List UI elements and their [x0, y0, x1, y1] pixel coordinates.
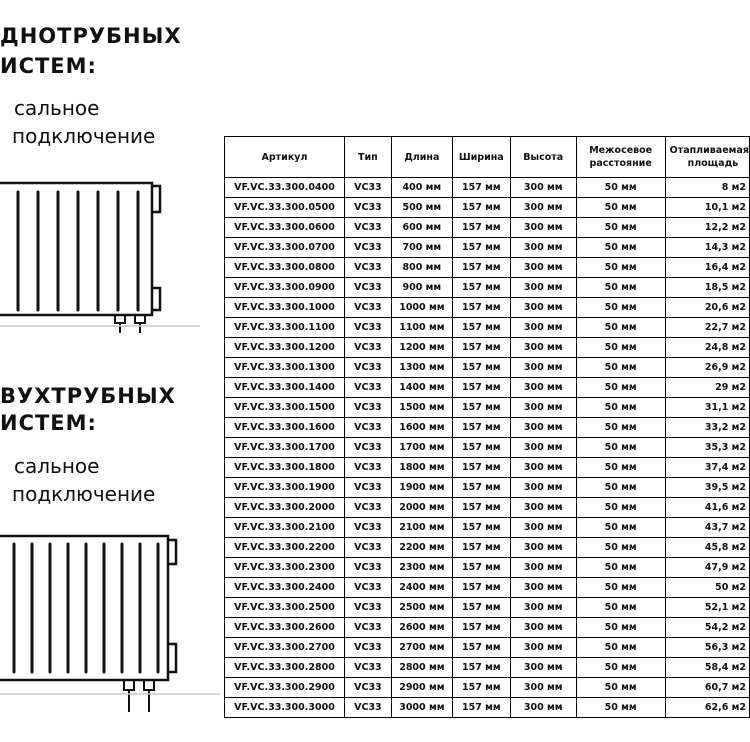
cell-area: 47,9 м2 — [665, 558, 749, 578]
cell-height: 300 мм — [510, 398, 576, 418]
cell-distance: 50 мм — [576, 438, 665, 458]
cell-height: 300 мм — [510, 178, 576, 198]
cell-area: 37,4 м2 — [665, 458, 749, 478]
cell-area: 26,9 м2 — [665, 358, 749, 378]
cell-type: VC33 — [344, 598, 391, 618]
cell-length: 1800 мм — [391, 458, 452, 478]
header-area-line1: Отапливаемая — [669, 145, 749, 156]
cell-width: 157 мм — [452, 598, 510, 618]
table-row — [225, 398, 750, 418]
cell-article: VF.VC.33.300.2400 — [225, 578, 345, 598]
cell-type: VC33 — [344, 178, 391, 198]
table-row — [225, 278, 750, 298]
cell-article: VF.VC.33.300.1700 — [225, 438, 345, 458]
cell-type: VC33 — [344, 478, 391, 498]
cell-width: 157 мм — [452, 518, 510, 538]
table-row — [225, 618, 750, 638]
cell-width: 157 мм — [452, 698, 510, 718]
cell-width: 157 мм — [452, 178, 510, 198]
cell-article: VF.VC.33.300.0600 — [225, 218, 345, 238]
cell-height: 300 мм — [510, 518, 576, 538]
cell-height: 300 мм — [510, 618, 576, 638]
table-row — [225, 678, 750, 698]
cell-length: 2700 мм — [391, 638, 452, 658]
table-row — [225, 238, 750, 258]
cell-article: VF.VC.33.300.1100 — [225, 318, 345, 338]
cell-width: 157 мм — [452, 538, 510, 558]
cell-width: 157 мм — [452, 578, 510, 598]
cell-width: 157 мм — [452, 218, 510, 238]
cell-width: 157 мм — [452, 318, 510, 338]
cell-area: 31,1 м2 — [665, 398, 749, 418]
cell-length: 2800 мм — [391, 658, 452, 678]
cell-length: 1600 мм — [391, 418, 452, 438]
cell-distance: 50 мм — [576, 658, 665, 678]
cell-article: VF.VC.33.300.2000 — [225, 498, 345, 518]
cell-width: 157 мм — [452, 618, 510, 638]
cell-article: VF.VC.33.300.1900 — [225, 478, 345, 498]
cell-distance: 50 мм — [576, 238, 665, 258]
cell-type: VC33 — [344, 518, 391, 538]
cell-distance: 50 мм — [576, 198, 665, 218]
cell-length: 2300 мм — [391, 558, 452, 578]
cell-type: VC33 — [344, 578, 391, 598]
cell-height: 300 мм — [510, 478, 576, 498]
table-row — [225, 298, 750, 318]
cell-type: VC33 — [344, 238, 391, 258]
cell-type: VC33 — [344, 318, 391, 338]
header-area-line2: площадь — [687, 158, 739, 169]
cell-type: VC33 — [344, 678, 391, 698]
cell-area: 8 м2 — [665, 178, 749, 198]
cell-length: 1700 мм — [391, 438, 452, 458]
cell-distance: 50 мм — [576, 278, 665, 298]
cell-area: 54,2 м2 — [665, 618, 749, 638]
cell-length: 400 мм — [391, 178, 452, 198]
cell-type: VC33 — [344, 418, 391, 438]
cell-width: 157 мм — [452, 358, 510, 378]
table-row — [225, 178, 750, 198]
cell-area: 39,5 м2 — [665, 478, 749, 498]
cell-article: VF.VC.33.300.1200 — [225, 338, 345, 358]
cell-area: 45,8 м2 — [665, 538, 749, 558]
section-two-subtitle-line2: подключение — [12, 482, 156, 506]
cell-type: VC33 — [344, 658, 391, 678]
cell-width: 157 мм — [452, 258, 510, 278]
cell-height: 300 мм — [510, 438, 576, 458]
cell-height: 300 мм — [510, 278, 576, 298]
header-width: Ширина — [452, 137, 510, 178]
cell-area: 60,7 м2 — [665, 678, 749, 698]
cell-type: VC33 — [344, 338, 391, 358]
cell-height: 300 мм — [510, 378, 576, 398]
cell-distance: 50 мм — [576, 558, 665, 578]
cell-area: 22,7 м2 — [665, 318, 749, 338]
radiator-spec-table — [224, 136, 750, 718]
cell-distance: 50 мм — [576, 598, 665, 618]
section-one-title-line1: ДНОТРУБНЫХ — [0, 24, 182, 48]
cell-area: 14,3 м2 — [665, 238, 749, 258]
section-two-subtitle-line1: сальное — [14, 454, 100, 478]
cell-height: 300 мм — [510, 558, 576, 578]
cell-width: 157 мм — [452, 198, 510, 218]
cell-article: VF.VC.33.300.0900 — [225, 278, 345, 298]
cell-width: 157 мм — [452, 238, 510, 258]
table-row — [225, 498, 750, 518]
cell-distance: 50 мм — [576, 298, 665, 318]
cell-length: 2200 мм — [391, 538, 452, 558]
cell-article: VF.VC.33.300.2500 — [225, 598, 345, 618]
table-row — [225, 478, 750, 498]
cell-width: 157 мм — [452, 398, 510, 418]
cell-distance: 50 мм — [576, 318, 665, 338]
cell-width: 157 мм — [452, 498, 510, 518]
cell-length: 2900 мм — [391, 678, 452, 698]
cell-type: VC33 — [344, 618, 391, 638]
cell-article: VF.VC.33.300.1500 — [225, 398, 345, 418]
cell-width: 157 мм — [452, 298, 510, 318]
cell-article: VF.VC.33.300.2600 — [225, 618, 345, 638]
cell-distance: 50 мм — [576, 578, 665, 598]
cell-height: 300 мм — [510, 238, 576, 258]
table-row — [225, 538, 750, 558]
section-two-title-line2: ИСТЕМ: — [0, 411, 97, 435]
cell-article: VF.VC.33.300.2900 — [225, 678, 345, 698]
table-row — [225, 438, 750, 458]
table-row — [225, 418, 750, 438]
table-row — [225, 518, 750, 538]
cell-article: VF.VC.33.300.0700 — [225, 238, 345, 258]
header-type: Тип — [344, 137, 391, 178]
cell-area: 20,6 м2 — [665, 298, 749, 318]
cell-type: VC33 — [344, 378, 391, 398]
cell-width: 157 мм — [452, 558, 510, 578]
table-row — [225, 698, 750, 718]
cell-height: 300 мм — [510, 298, 576, 318]
cell-area: 18,5 м2 — [665, 278, 749, 298]
cell-area: 50 м2 — [665, 578, 749, 598]
cell-height: 300 мм — [510, 418, 576, 438]
section-one-subtitle-line1: сальное — [14, 96, 100, 120]
header-distance-line1: Межосевое — [589, 145, 653, 156]
table-row — [225, 638, 750, 658]
cell-length: 2100 мм — [391, 518, 452, 538]
radiator-two-pipe-diagram — [0, 522, 220, 732]
cell-area: 52,1 м2 — [665, 598, 749, 618]
cell-length: 1100 мм — [391, 318, 452, 338]
cell-height: 300 мм — [510, 538, 576, 558]
table-row — [225, 318, 750, 338]
cell-height: 300 мм — [510, 638, 576, 658]
cell-area: 10,1 м2 — [665, 198, 749, 218]
cell-area: 12,2 м2 — [665, 218, 749, 238]
cell-area: 33,2 м2 — [665, 418, 749, 438]
cell-area: 29 м2 — [665, 378, 749, 398]
cell-area: 43,7 м2 — [665, 518, 749, 538]
cell-distance: 50 мм — [576, 398, 665, 418]
cell-type: VC33 — [344, 298, 391, 318]
cell-type: VC33 — [344, 198, 391, 218]
cell-height: 300 мм — [510, 318, 576, 338]
cell-width: 157 мм — [452, 678, 510, 698]
cell-distance: 50 мм — [576, 518, 665, 538]
cell-type: VC33 — [344, 358, 391, 378]
cell-length: 1500 мм — [391, 398, 452, 418]
cell-width: 157 мм — [452, 418, 510, 438]
cell-length: 1900 мм — [391, 478, 452, 498]
cell-distance: 50 мм — [576, 458, 665, 478]
cell-area: 24,8 м2 — [665, 338, 749, 358]
cell-length: 1200 мм — [391, 338, 452, 358]
cell-width: 157 мм — [452, 438, 510, 458]
cell-width: 157 мм — [452, 478, 510, 498]
cell-distance: 50 мм — [576, 418, 665, 438]
header-height: Высота — [510, 137, 576, 178]
cell-length: 1000 мм — [391, 298, 452, 318]
table-row — [225, 598, 750, 618]
cell-article: VF.VC.33.300.1000 — [225, 298, 345, 318]
table-row — [225, 578, 750, 598]
cell-article: VF.VC.33.300.1300 — [225, 358, 345, 378]
cell-article: VF.VC.33.300.1600 — [225, 418, 345, 438]
cell-length: 900 мм — [391, 278, 452, 298]
cell-length: 3000 мм — [391, 698, 452, 718]
cell-type: VC33 — [344, 278, 391, 298]
table-row — [225, 338, 750, 358]
table-row — [225, 218, 750, 238]
cell-type: VC33 — [344, 258, 391, 278]
cell-width: 157 мм — [452, 658, 510, 678]
cell-length: 2000 мм — [391, 498, 452, 518]
cell-length: 1300 мм — [391, 358, 452, 378]
radiator-one-pipe-diagram — [0, 170, 200, 340]
table-row — [225, 358, 750, 378]
cell-article: VF.VC.33.300.2300 — [225, 558, 345, 578]
cell-article: VF.VC.33.300.2100 — [225, 518, 345, 538]
cell-distance: 50 мм — [576, 478, 665, 498]
cell-length: 1400 мм — [391, 378, 452, 398]
cell-distance: 50 мм — [576, 258, 665, 278]
cell-type: VC33 — [344, 558, 391, 578]
cell-height: 300 мм — [510, 198, 576, 218]
cell-article: VF.VC.33.300.1400 — [225, 378, 345, 398]
cell-article: VF.VC.33.300.0400 — [225, 178, 345, 198]
cell-width: 157 мм — [452, 638, 510, 658]
table-body — [225, 178, 750, 718]
cell-article: VF.VC.33.300.0800 — [225, 258, 345, 278]
cell-length: 2400 мм — [391, 578, 452, 598]
cell-height: 300 мм — [510, 658, 576, 678]
cell-distance: 50 мм — [576, 678, 665, 698]
cell-area: 41,6 м2 — [665, 498, 749, 518]
cell-length: 700 мм — [391, 238, 452, 258]
cell-article: VF.VC.33.300.2800 — [225, 658, 345, 678]
cell-article: VF.VC.33.300.3000 — [225, 698, 345, 718]
cell-type: VC33 — [344, 458, 391, 478]
header-area — [665, 137, 749, 178]
cell-area: 62,6 м2 — [665, 698, 749, 718]
cell-type: VC33 — [344, 538, 391, 558]
section-one-subtitle-line2: подключение — [12, 124, 156, 148]
header-length: Длина — [391, 137, 452, 178]
cell-width: 157 мм — [452, 378, 510, 398]
cell-area: 58,4 м2 — [665, 658, 749, 678]
cell-distance: 50 мм — [576, 538, 665, 558]
header-distance — [576, 137, 665, 178]
cell-type: VC33 — [344, 638, 391, 658]
cell-length: 600 мм — [391, 218, 452, 238]
section-one-title-line2: ИСТЕМ: — [0, 54, 97, 78]
table-row — [225, 658, 750, 678]
cell-width: 157 мм — [452, 278, 510, 298]
table-header-row — [225, 137, 750, 178]
cell-distance: 50 мм — [576, 178, 665, 198]
cell-article: VF.VC.33.300.1800 — [225, 458, 345, 478]
cell-type: VC33 — [344, 398, 391, 418]
table-row — [225, 558, 750, 578]
header-article: Артикул — [225, 137, 345, 178]
cell-distance: 50 мм — [576, 378, 665, 398]
cell-height: 300 мм — [510, 578, 576, 598]
table-row — [225, 378, 750, 398]
cell-height: 300 мм — [510, 598, 576, 618]
table-row — [225, 258, 750, 278]
cell-length: 500 мм — [391, 198, 452, 218]
header-distance-line2: расстояние — [589, 158, 652, 169]
cell-height: 300 мм — [510, 258, 576, 278]
cell-area: 56,3 м2 — [665, 638, 749, 658]
cell-type: VC33 — [344, 498, 391, 518]
cell-distance: 50 мм — [576, 698, 665, 718]
cell-area: 16,4 м2 — [665, 258, 749, 278]
cell-distance: 50 мм — [576, 618, 665, 638]
cell-height: 300 мм — [510, 458, 576, 478]
cell-height: 300 мм — [510, 338, 576, 358]
cell-height: 300 мм — [510, 678, 576, 698]
cell-length: 2600 мм — [391, 618, 452, 638]
cell-type: VC33 — [344, 438, 391, 458]
cell-distance: 50 мм — [576, 338, 665, 358]
cell-height: 300 мм — [510, 498, 576, 518]
cell-distance: 50 мм — [576, 358, 665, 378]
cell-distance: 50 мм — [576, 218, 665, 238]
cell-height: 300 мм — [510, 358, 576, 378]
cell-width: 157 мм — [452, 338, 510, 358]
cell-area: 35,3 м2 — [665, 438, 749, 458]
cell-distance: 50 мм — [576, 638, 665, 658]
table-row — [225, 198, 750, 218]
cell-height: 300 мм — [510, 218, 576, 238]
cell-type: VC33 — [344, 218, 391, 238]
table-row — [225, 458, 750, 478]
cell-type: VC33 — [344, 698, 391, 718]
cell-length: 800 мм — [391, 258, 452, 278]
cell-distance: 50 мм — [576, 498, 665, 518]
cell-width: 157 мм — [452, 458, 510, 478]
section-two-title-line1: ВУХТРУБНЫХ — [0, 384, 176, 408]
cell-article: VF.VC.33.300.2200 — [225, 538, 345, 558]
cell-article: VF.VC.33.300.0500 — [225, 198, 345, 218]
cell-length: 2500 мм — [391, 598, 452, 618]
cell-height: 300 мм — [510, 698, 576, 718]
cell-article: VF.VC.33.300.2700 — [225, 638, 345, 658]
